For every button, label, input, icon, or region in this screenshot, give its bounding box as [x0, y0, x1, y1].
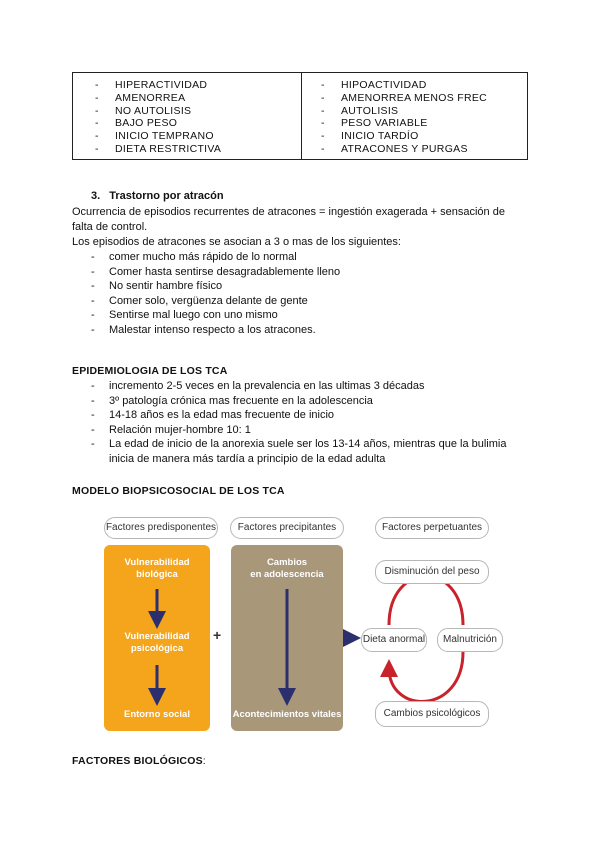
vulnerabilidad-psicologica-label: Vulnerabilidad psicológica — [124, 631, 190, 654]
section-number: 3. — [91, 190, 101, 202]
factores-precipitantes-pill: Factores precipitantes — [230, 517, 344, 539]
list-item: - ATRACONES Y PURGAS — [321, 142, 468, 155]
list-item: - Comer hasta sentirse desagradablemente lleno — [91, 265, 341, 278]
cycle-arc-icon — [389, 652, 463, 701]
list-item: - NO AUTOLISIS — [95, 104, 192, 117]
section-title: Trastorno por atracón — [109, 190, 224, 202]
factores-predisponentes-pill: Factores predisponentes — [104, 517, 218, 539]
acontecimientos-vitales-label: Acontecimientos vitales — [232, 709, 342, 720]
list-item: inicia de manera más tardía a principio de la edad adulta — [109, 452, 386, 465]
list-item: - INICIO TARDÍO — [321, 130, 419, 143]
list-item: - AMENORREA MENOS FREC — [321, 91, 488, 104]
list-item: - Relación mujer-hombre 10: 1 — [91, 423, 251, 436]
list-item: - Sentirse mal luego con uno mismo — [91, 309, 278, 322]
list-item: - 3º patología crónica mas frecuente en la adolescencia — [91, 394, 373, 407]
list-item: - No sentir hambre físico — [91, 280, 223, 293]
list-item: - AMENORREA — [95, 91, 186, 104]
list-item: - HIPOACTIVIDAD — [321, 79, 427, 91]
dieta-anormal-pill: Dieta anormal — [361, 628, 427, 652]
list-item: - AUTOLISIS — [321, 104, 399, 117]
list-item: - Malestar intenso respecto a los atracones. — [91, 323, 316, 336]
section-heading: FACTORES BIOLÓGICOS: — [72, 755, 206, 767]
factores-perpetuantes-pill: Factores perpetuantes — [375, 517, 489, 539]
list-item: - Comer solo, vergüenza delante de gente — [91, 294, 308, 307]
section-heading: EPIDEMIOLOGIA DE LOS TCA — [72, 365, 228, 377]
list-item: - La edad de inicio de la anorexia suele ser los 13-14 años, mientras que la bulimia — [91, 438, 507, 451]
entorno-social-label: Entorno social — [124, 709, 190, 720]
list-item: - BAJO PESO — [95, 117, 178, 130]
section-paragraph: Los episodios de atracones se asocian a 3 o mas de los siguientes: — [72, 236, 401, 248]
vulnerabilidad-biologica-label: Vulnerabilidad biológica — [124, 557, 190, 580]
plus-sign: + — [213, 627, 222, 643]
cambios-psicologicos-pill: Cambios psicológicos — [375, 701, 489, 727]
section-paragraph: Ocurrencia de episodios recurrentes de atracones = ingestión exagerada + sensación de falta de control. — [72, 206, 505, 233]
list-item: - DIETA RESTRICTIVA — [95, 142, 222, 155]
list-item: - PESO VARIABLE — [321, 117, 428, 130]
cambios-adolescencia-label: Cambios en adolescencia — [250, 557, 324, 580]
list-item: - 14-18 años es la edad mas frecuente de inicio — [91, 409, 335, 422]
list-item: - HIPERACTIVIDAD — [95, 79, 208, 91]
list-item: - incremento 2-5 veces en la prevalencia en las ultimas 3 décadas — [91, 380, 425, 392]
malnutricion-pill: Malnutrición — [437, 628, 503, 652]
list-item: - comer mucho más rápido de lo normal — [91, 251, 297, 263]
disminucion-peso-pill: Disminución del peso — [375, 560, 489, 584]
list-item: - INICIO TEMPRANO — [95, 130, 214, 143]
section-heading: MODELO BIOPSICOSOCIAL DE LOS TCA — [72, 485, 285, 497]
